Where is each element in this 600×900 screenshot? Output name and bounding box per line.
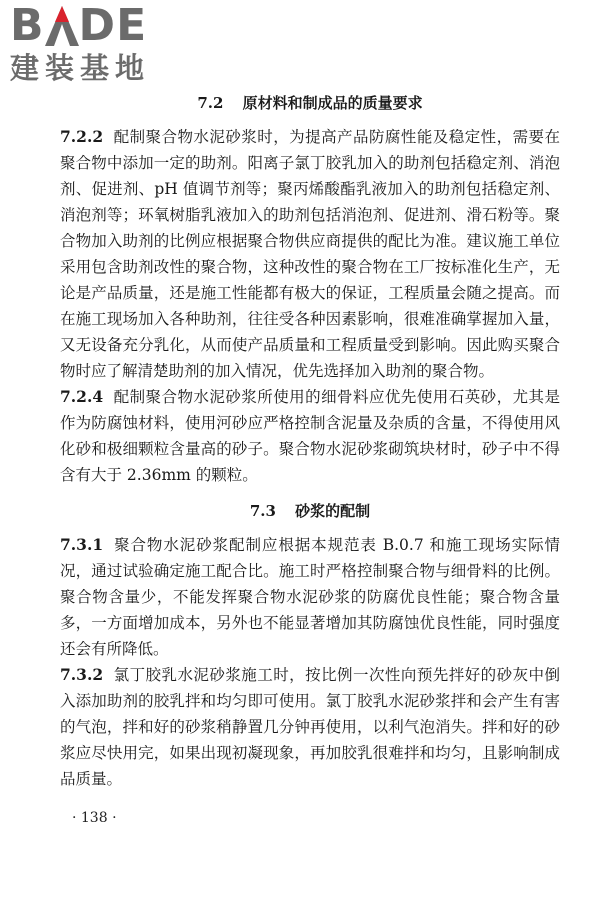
clause-number: 7.3.2 [60, 665, 104, 684]
logo-subtitle: 建装基地 [10, 51, 151, 85]
page-number: · 138 · [72, 810, 117, 826]
paragraph-7-2-2 [60, 124, 560, 384]
logo-letter-b: B [10, 0, 45, 51]
paragraph-7-3-1 [60, 532, 560, 662]
logo-a-roof-icon [45, 6, 79, 46]
paragraph-7-3-2 [60, 662, 560, 792]
clause-number: 7.3.1 [60, 535, 104, 554]
clause-number: 7.2.4 [60, 387, 104, 406]
section-title: 原材料和制成品的质量要求 [242, 94, 423, 112]
clause-text: 聚合物水泥砂浆配制应根据本规范表 B.0.7 和施工现场实际情况，通过试验确定施工配合比。施工时严格控制聚合物与细骨料的比例。聚合物含量少，不能发挥聚合物水泥砂浆的防腐优良性能；聚合物含量多，一方面增加成本，另外也不能显著增加其防腐蚀优良性能，同时强度还会有所降低。 [60, 536, 560, 658]
clause-text: 配制聚合物水泥砂浆时，为提高产品防腐性能及稳定性，需要在聚合物中添加一定的助剂。阳离子氯丁胶乳加入的助剂包括稳定剂、消泡剂、促进剂、pH 值调节剂等；聚丙烯酸酯乳液加入的助剂包括稳定剂、消泡剂等；环氧树脂乳液加入的助剂包括消泡剂、促进剂、滑石粉等。聚合物加入助剂的比例应根据聚合物供应商提供的配比为准。建议施工单位采用包含助剂改性的聚合物，这种改性的聚合物在工厂按标准化生产，无论是产品质量，还是施工性能都有极大的保证，工程质量会随之提高。而在施工现场加入各种助剂，往往受各种因素影响，很难准确掌握加入量，又无设备充分乳化，从而使产品质量和工程质量受到影响。因此购买聚合物时应了解清楚助剂的加入情况，优先选择加入助剂的聚合物。 [60, 128, 560, 380]
section-title: 砂浆的配制 [295, 502, 371, 520]
section-heading-7-2 [60, 90, 560, 116]
document-body [60, 90, 560, 792]
section-heading-7-3 [60, 498, 560, 524]
clause-number: 7.2.2 [60, 127, 104, 146]
paragraph-7-2-4 [60, 384, 560, 488]
section-number: 7.3 [249, 502, 276, 520]
logo-letters-de: DE [78, 0, 148, 51]
section-number: 7.2 [197, 94, 224, 112]
clause-text: 配制聚合物水泥砂浆所使用的细骨料应优先使用石英砂，尤其是作为防腐蚀材料，使用河砂应严格控制含泥量及杂质的含量，不得使用风化砂和极细颗粒含量高的砂子。聚合物水泥砂浆砌筑块材时，砂子中不得含有大于 2.36mm 的颗粒。 [60, 388, 560, 484]
clause-text: 氯丁胶乳水泥砂浆施工时，按比例一次性向预先拌好的砂灰中倒入添加助剂的胶乳拌和均匀即可使用。氯丁胶乳水泥砂浆拌和会产生有害的气泡，拌和好的砂浆稍静置几分钟再使用，以利气泡消失。拌和好的砂浆应尽快用完，如果出现初凝现象，再加胶乳很难拌和均匀，且影响制成品质量。 [60, 666, 560, 788]
logo-wordmark [10, 0, 180, 51]
logo-letter-a [45, 4, 79, 48]
brand-logo [10, 0, 180, 94]
